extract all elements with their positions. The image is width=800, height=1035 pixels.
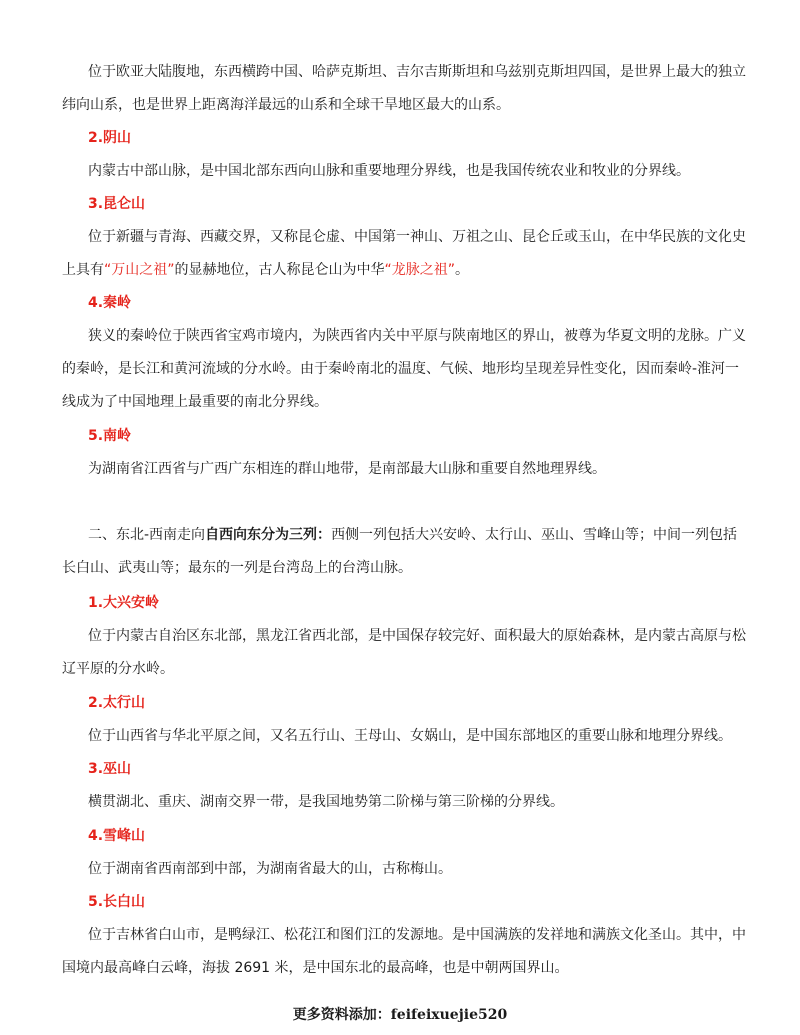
kunlun-desc-line-1: 位于新疆与青海、西藏交界，又称昆仑虚、中国第一神山、万祖之山、昆仑丘或玉山，在中华民族的文化史 — [88, 229, 746, 245]
qinling-desc-line-1: 狭义的秦岭位于陕西省宝鸡市境内，为陕西省内关中平原与陕南地区的界山，被尊为华夏文明的龙脉。广义 — [88, 328, 746, 344]
daxinganling-desc-line-2: 辽平原的分水岭。 — [62, 661, 174, 677]
part2-intro-line-1 — [88, 525, 737, 545]
heading-nanling: 5.南岭 — [88, 428, 132, 444]
part2-intro-c: 西侧一列包括大兴安岭、太行山、巫山、雪峰山等；中间一列包括 — [331, 527, 738, 543]
heading-daxinganling: 1.大兴安岭 — [88, 595, 160, 611]
kunlun-text-e: 。 — [455, 262, 470, 278]
part2-intro-line-2: 长白山、武夷山等；最东的一列是台湾岛上的台湾山脉。 — [62, 560, 412, 576]
heading-xuefeng: 4.雪峰山 — [88, 828, 146, 844]
part2-intro-bold: 自西向东分为三列： — [205, 527, 332, 543]
taihang-desc: 位于山西省与华北平原之间，又名五行山、王母山、女娲山，是中国东部地区的重要山脉和地理分界线。 — [88, 728, 732, 744]
kunlun-desc-line-2 — [62, 260, 469, 280]
heading-wushan: 3.巫山 — [88, 761, 132, 777]
footer-note: 更多资料添加：feifeixuejie520 — [292, 1007, 508, 1023]
kunlun-text-c: 的显赫地位，古人称昆仑山为中华 — [174, 262, 385, 278]
tianshan-desc-line-1: 位于欧亚大陆腹地，东西横跨中国、哈萨克斯坦、吉尔吉斯斯坦和乌兹别克斯坦四国，是世界上最大的独立 — [88, 64, 746, 80]
heading-taihang: 2.太行山 — [88, 695, 146, 711]
part2-intro-a: 二、东北-西南走向 — [88, 527, 206, 543]
heading-kunlun: 3.昆仑山 — [88, 196, 146, 212]
kunlun-text-a: 上具有 — [62, 262, 104, 278]
daxinganling-desc-line-1: 位于内蒙古自治区东北部，黑龙江省西北部，是中国保存较完好、面积最大的原始森林，是内蒙古高原与松 — [88, 628, 746, 644]
tianshan-desc-line-2: 纬向山系，也是世界上距离海洋最远的山系和全球干旱地区最大的山系。 — [62, 97, 510, 113]
heading-qinling: 4.秦岭 — [88, 295, 132, 311]
changbai-desc-line-1: 位于吉林省白山市，是鸭绿江、松花江和图们江的发源地。是中国满族的发祥地和满族文化圣山。其中，中 — [88, 927, 746, 943]
kunlun-highlight-longmai: “龙脉之祖” — [384, 262, 456, 278]
wushan-desc: 横贯湖北、重庆、湖南交界一带，是我国地势第二阶梯与第三阶梯的分界线。 — [88, 794, 564, 810]
heading-yinshan: 2.阴山 — [88, 130, 132, 146]
qinling-desc-line-2: 的秦岭，是长江和黄河流域的分水岭。由于秦岭南北的温度、气候、地形均呈现差异性变化，因而秦岭-淮河一 — [62, 361, 740, 377]
kunlun-highlight-wanshan: “万山之祖” — [104, 262, 175, 278]
yinshan-desc: 内蒙古中部山脉，是中国北部东西向山脉和重要地理分界线，也是我国传统农业和牧业的分界线。 — [88, 163, 690, 179]
qinling-desc-line-3: 线成为了中国地理上最重要的南北分界线。 — [62, 394, 328, 410]
xuefeng-desc: 位于湖南省西南部到中部，为湖南省最大的山，古称梅山。 — [88, 861, 452, 877]
nanling-desc: 为湖南省江西省与广西广东相连的群山地带，是南部最大山脉和重要自然地理界线。 — [88, 461, 606, 477]
heading-changbai: 5.长白山 — [88, 894, 146, 910]
changbai-desc-line-2: 国境内最高峰白云峰，海拔 2691 米，是中国东北的最高峰，也是中朝两国界山。 — [62, 960, 569, 976]
